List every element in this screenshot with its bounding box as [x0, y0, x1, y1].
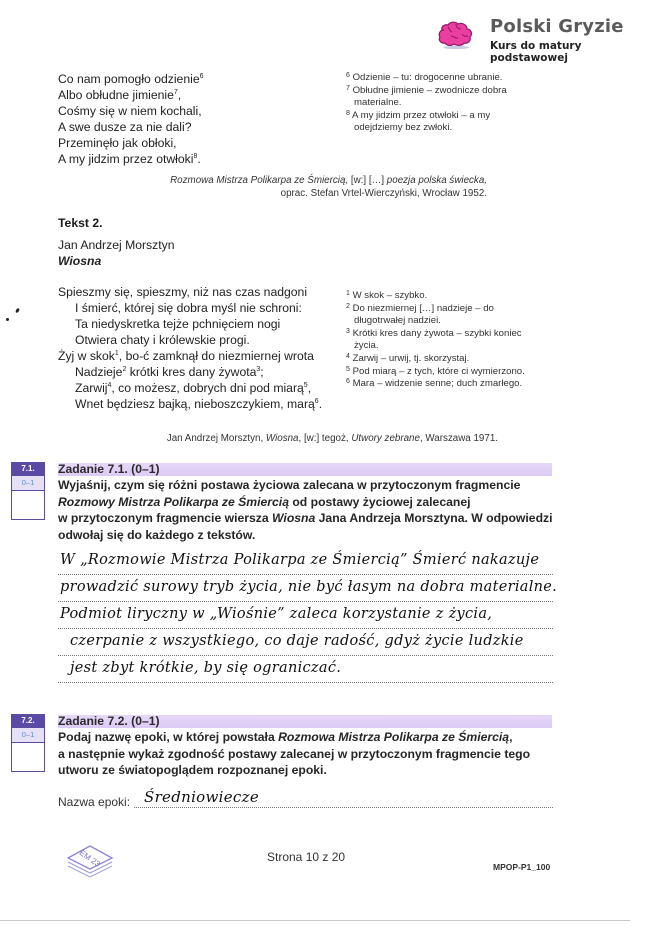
poem-line: Cośmy się w niem kochali,	[58, 104, 202, 118]
task71-title: Zadanie 7.1. (0–1)	[58, 462, 160, 476]
task71-header	[58, 463, 552, 476]
footnote: $^4$ Zarwij – urwij, tj. skorzystaj.	[346, 352, 470, 364]
brand-header	[436, 14, 656, 64]
footnote: $^3$ Krótki kres dany żywota – szybki koniec życia.	[346, 327, 522, 352]
answer-line[interactable]: czerpanie z wszystkiego, co daje radość, gdyż życie ludzkie	[58, 629, 553, 656]
task71-score-box	[11, 462, 45, 520]
poem-text1	[58, 71, 204, 167]
text2-author: Jan Andrzej Morsztyn	[58, 238, 175, 252]
poem-line: Ta niedyskretka tejże pchnięciem nogi	[75, 317, 281, 331]
text2-label: Tekst 2.	[58, 216, 103, 230]
epoch-answer-row	[58, 790, 553, 812]
poem-text2-stanza2	[58, 348, 322, 412]
poem-line: Przeminęło jak obłoki,	[58, 136, 177, 150]
score-field[interactable]	[12, 491, 44, 519]
footnote: $^2$ Do niezmiernej […] nadzieje – do długotrwałej nadziei.	[346, 302, 494, 327]
source-text1: Rozmowa Mistrza Polikarpa ze Śmiercią, [w:] […] poezja polska świecka, oprac. Stefan Vrtel-Wierczyński, Wrocław 1952.	[170, 175, 487, 199]
poem-line: Otwiera chaty i królewskie progi.	[75, 333, 250, 347]
task72-title: Zadanie 7.2. (0–1)	[58, 714, 160, 728]
task-number: 7.2.	[12, 715, 44, 727]
poem-line: Wnet będziesz bajką, nieboszczykiem, marą$^6$.	[75, 397, 323, 411]
task71-answer-area[interactable]	[58, 548, 558, 683]
answer-line[interactable]: Podmiot liryczny w „Wiośnie” zaleca korzystanie z życia,	[58, 602, 553, 629]
footnote: $^6$ Odzienie – tu: drogocenne ubranie.	[346, 72, 503, 83]
poem-line: Albo obłudne jimienie$^7$,	[58, 88, 182, 102]
epoch-label: Nazwa epoki:	[58, 795, 131, 809]
poem-line: A swe dusze za nie dali?	[58, 120, 192, 134]
brand-title: Polski Gryzie	[490, 16, 624, 37]
task72-header	[58, 715, 552, 728]
footnotes-text2	[346, 290, 536, 391]
footnotes-text1	[346, 72, 516, 135]
poem-line: Żyj w skok$^1$, bo-ć zamknął do niezmiernej wrota	[58, 349, 314, 363]
scan-mark	[6, 318, 9, 321]
footnote: $^6$ Mara – widzenie senne; duch zmarłego.	[346, 378, 523, 390]
poem-line: I śmierć, której się dobra myśl nie schroni:	[75, 301, 302, 315]
task-points: 0–1	[12, 475, 44, 491]
svg-text:EM 23: EM 23	[77, 848, 102, 869]
answer-line[interactable]: W „Rozmowie Mistrza Polikarpa ze Śmiercią” Śmierć nakazuje	[58, 548, 553, 575]
poem-text2-stanza1	[58, 284, 307, 348]
footnote: $^5$ Pod miarą – z tych, które ci wymierzono.	[346, 365, 525, 377]
score-field[interactable]	[12, 743, 44, 771]
task-points: 0–1	[12, 727, 44, 743]
cke-logo-icon	[64, 842, 116, 880]
poem-line: Zarwij$^4$, co możesz, dobrych dni pod miarą$^5$,	[75, 381, 312, 395]
source-text2: Jan Andrzej Morsztyn, Wiosna, [w:] tegoż, Utwory zebrane, Warszawa 1971.	[166, 433, 498, 444]
footnote: $^8$ A my jidzim przez otwłoki – a my odejdziemy bez zwłoki.	[346, 109, 491, 134]
brand-subtitle: Kurs do matury podstawowej	[490, 40, 582, 64]
poem-line: Nadzieje$^2$ krótki kres dany żywota$^3$;	[75, 365, 264, 379]
scan-mark	[15, 308, 20, 314]
document-code: MPOP-P1_100	[493, 862, 551, 872]
text2-title: Wiosna	[58, 254, 102, 268]
task72-score-box	[11, 714, 45, 772]
footnote: $^1$ W skok – szybko.	[346, 290, 428, 301]
poem-line: A my jidzim przez otwłoki$^8$.	[58, 152, 201, 166]
answer-line[interactable]: prowadzić surowy tryb życia, nie być łasym na dobra materialne.	[58, 575, 553, 602]
task71-question: Wyjaśnij, czym się różni postawa życiowa zalecana w przytoczonym fragmencie Rozmowy Mistrza Polikarpa ze Śmiercią od postawy życiowej zalecanej w przytoczonym fragmencie wiersza Wiosna Jana Andrzeja Morsztyna. W odpowiedzi odwołaj się do każdego z tekstów.	[58, 478, 553, 542]
task72-question: Podaj nazwę epoki, w której powstała Rozmowa Mistrza Polikarpa ze Śmiercią, a następnie wykaż zgodność postawy zalecanej w przytoczonym fragmencie tego utworu ze światopoglądem rozpoznanej epoki.	[58, 730, 531, 777]
footnote: $^7$ Obłudne jimienie – zwodnicze dobra materialne.	[346, 84, 507, 109]
poem-line: Spieszmy się, spieszmy, niż nas czas nadgoni	[58, 285, 308, 299]
brain-icon	[436, 16, 476, 50]
page-number: Strona 10 z 20	[267, 850, 346, 864]
epoch-answer-field[interactable]: Średniowiecze	[134, 790, 553, 808]
poem-line: Co nam pomogło odzienie$^6$	[58, 72, 204, 86]
task-number: 7.1.	[12, 463, 44, 475]
page-divider	[0, 920, 630, 921]
answer-line[interactable]: jest zbyt krótkie, by się ograniczać.	[58, 656, 553, 683]
